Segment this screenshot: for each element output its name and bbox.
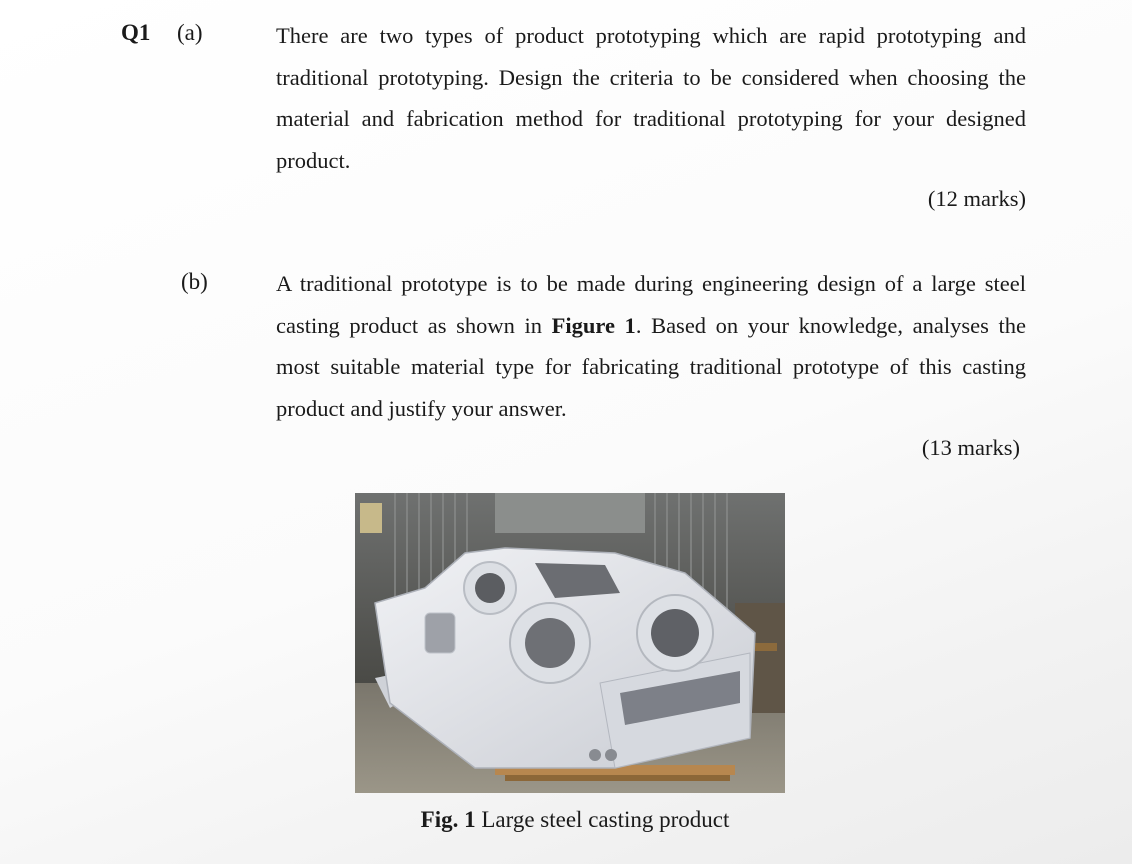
- figure-reference: Figure 1: [551, 312, 636, 338]
- figure-photo: [355, 493, 785, 793]
- steel-casting-illustration: [355, 493, 785, 793]
- part-a-label: (a): [177, 20, 203, 45]
- part-b-text-end: . Based on your knowledge, analyses the most suitable material type for fabricating traditional prototype of this casting product and justify your answer.: [276, 312, 1026, 421]
- question-number: Q1: [121, 20, 151, 45]
- figure-caption-text: Large steel casting product: [475, 807, 730, 832]
- part-b-marks: (13 marks): [921, 435, 1020, 460]
- part-b-text: [276, 263, 1026, 429]
- figure-caption-label: Fig. 1: [420, 807, 476, 832]
- part-b-text-start: A traditional prototype is to be made during engineering design of a large steel casting product as shown in: [276, 271, 1026, 338]
- figure-caption: [355, 807, 795, 833]
- part-b-label: (b): [181, 269, 208, 294]
- part-a-marks: (12 marks): [927, 186, 1026, 211]
- part-a-text: There are two types of product prototyping which are rapid prototyping and traditional prototyping. Design the criteria to be considered when choosing the material and fabrication method for traditional prototyping for your designed product.: [276, 23, 1026, 173]
